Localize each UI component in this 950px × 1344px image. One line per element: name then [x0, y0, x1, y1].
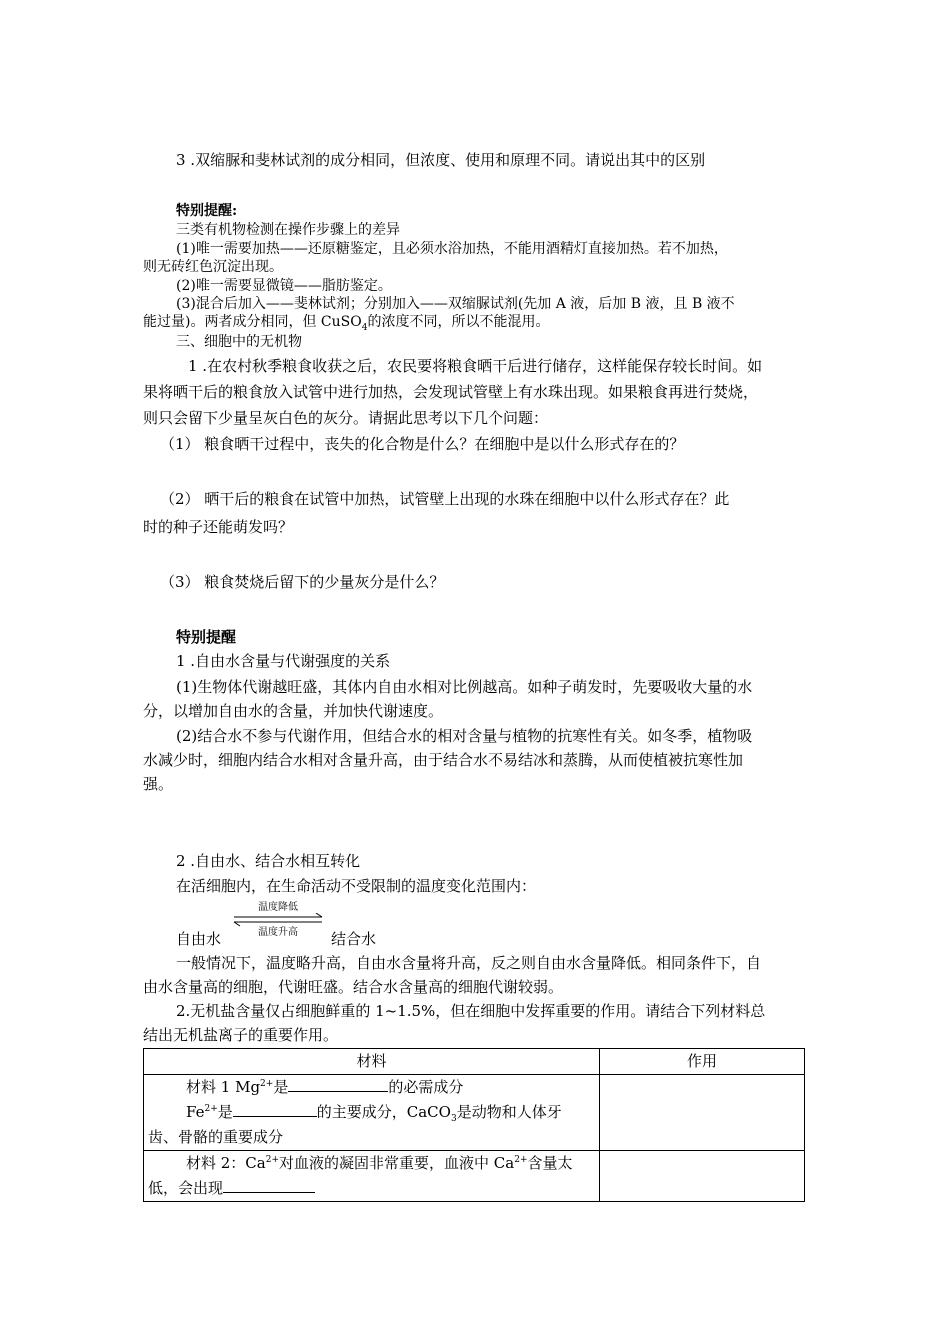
arrow-label-bottom: 温度升高: [258, 927, 298, 938]
text: Fe: [186, 1103, 205, 1121]
superscript: 2+: [260, 1079, 274, 1089]
function-2-cell[interactable]: [600, 1151, 805, 1202]
paragraph-line: 1 .在农村秋季粮食收获之后，农民要将粮食晒干后进行储存，这样能保存较长时间。如: [188, 357, 763, 375]
material-1-line: [148, 1100, 595, 1125]
tip-paragraph: 强。: [143, 775, 174, 793]
reversible-arrow-icon: [232, 913, 324, 927]
question-3: 3 .双缩脲和斐林试剂的成分相同，但浓度、使用和原理不同。请说出其中的区别: [176, 151, 706, 169]
material-2-cell: [144, 1151, 600, 1202]
text: 的主要成分，CaCO: [316, 1103, 451, 1121]
text: 的浓度不同，所以不能混用。: [367, 314, 550, 330]
salt-question-cont: 结出无机盐离子的重要作用。: [143, 1026, 339, 1044]
tip-item-1: (1)唯一需要加热——还原糖鉴定，且必须水浴加热，不能用酒精灯直接加热。若不加热，: [176, 241, 728, 257]
tip-item-3-cont: [143, 313, 549, 331]
text: 含量太: [527, 1154, 573, 1172]
conversion-intro: 在活细胞内，在生命活动不受限制的温度变化范围内：: [176, 877, 537, 895]
table-header-row: [144, 1049, 805, 1075]
text: 材料 1 Mg: [186, 1078, 261, 1096]
column-header-materials: 材料: [144, 1049, 600, 1075]
salt-question: 2.无机盐含量仅占细胞鲜重的 1~1.5%，但在细胞中发挥重要的作用。请结合下列材料总: [176, 1002, 766, 1020]
sub-question-1: （1） 粮食晒干过程中，丧失的化合物是什么？在细胞中是以什么形式存在的？: [160, 435, 685, 453]
answer-blank[interactable]: [233, 1102, 317, 1117]
text: 是: [217, 1103, 233, 1121]
text: 能过量)。两者成分相同，但 CuSO: [143, 314, 362, 330]
table-row: [144, 1075, 805, 1151]
material-2-line: [148, 1151, 595, 1176]
material-1-cell: [144, 1075, 600, 1151]
function-1-cell[interactable]: [600, 1075, 805, 1151]
conversion-heading: 2 .自由水、结合水相互转化: [176, 852, 361, 870]
tip-item-3: (3)混合后加入——斐林试剂；分别加入——双缩脲试剂(先加 A 液，后加 B 液，且 B 液不: [176, 296, 735, 312]
conversion-arrow: [232, 902, 324, 942]
section-heading: 三、细胞中的无机物: [176, 334, 302, 350]
text: 是: [273, 1078, 289, 1096]
table-row: [144, 1151, 805, 1202]
paragraph-line: 果将晒干后的粮食放入试管中进行加热，会发现试管壁上有水珠出现。如果粮食再进行焚烧，: [143, 383, 759, 401]
text: 是动物和人体牙: [456, 1103, 562, 1121]
free-water-label: 自由水: [176, 930, 222, 948]
tip-item-1-cont: 则无砖红色沉淀出现。: [143, 259, 283, 275]
subscript: 3: [450, 1114, 457, 1124]
superscript: 2+: [204, 1104, 218, 1114]
tip-item-2: (2)唯一需要显微镜——脂肪鉴定。: [176, 278, 392, 294]
subscript: 4: [361, 322, 368, 333]
text: 的必需成分: [388, 1078, 464, 1096]
bound-water-label: 结合水: [331, 930, 377, 948]
column-header-function: 作用: [600, 1049, 805, 1075]
material-2-line: [148, 1176, 595, 1201]
sub-question-2-cont: 时的种子还能萌发吗？: [143, 518, 294, 536]
answer-blank[interactable]: [223, 1178, 315, 1193]
conversion-paragraph: 一般情况下，温度略升高，自由水含量将升高，反之则自由水含量降低。相同条件下，自: [176, 954, 762, 972]
material-1-line: [148, 1075, 595, 1100]
tip-paragraph: (2)结合水不参与代谢作用，但结合水的相对含量与植物的抗寒性有关。如冬季，植物吸: [176, 727, 753, 745]
sub-question-2: （2） 晒干后的粮食在试管中加热，试管壁上出现的水珠在细胞中以什么形式存在？此: [160, 490, 730, 508]
materials-table: [143, 1048, 805, 1202]
tip-heading: 1 .自由水含量与代谢强度的关系: [176, 652, 391, 670]
arrow-label-top: 温度降低: [258, 902, 298, 913]
tip-title: 特别提醒:: [176, 203, 238, 219]
tip-title: 特别提醒: [176, 628, 237, 646]
conversion-paragraph: 由水含量高的细胞，代谢旺盛。结合水含量高的细胞代谢较弱。: [143, 978, 564, 996]
superscript: 2+: [514, 1155, 528, 1165]
text: 材料 2：Ca: [186, 1154, 266, 1172]
text: 低，会出现: [148, 1179, 224, 1197]
tip-paragraph: 水减少时，细胞内结合水相对含量升高，由于结合水不易结冰和蒸腾，从而使植被抗寒性加: [143, 751, 744, 769]
material-1-line: 齿、骨骼的重要成分: [148, 1128, 284, 1146]
tip-subtitle: 三类有机物检测在操作步骤上的差异: [176, 222, 400, 238]
tip-paragraph: (1)生物体代谢越旺盛，其体内自由水相对比例越高。如种子萌发时，先要吸收大量的水: [176, 678, 753, 696]
answer-blank[interactable]: [288, 1077, 388, 1092]
paragraph-line: 则只会留下少量呈灰白色的灰分。请据此思考以下几个问题：: [143, 409, 549, 427]
text: 对血液的凝固非常重要，血液中 Ca: [279, 1154, 515, 1172]
superscript: 2+: [265, 1155, 280, 1165]
tip-paragraph: 分，以增加自由水的含量，并加快代谢速度。: [143, 702, 444, 720]
sub-question-3: （3） 粮食焚烧后留下的少量灰分是什么？: [160, 573, 445, 591]
